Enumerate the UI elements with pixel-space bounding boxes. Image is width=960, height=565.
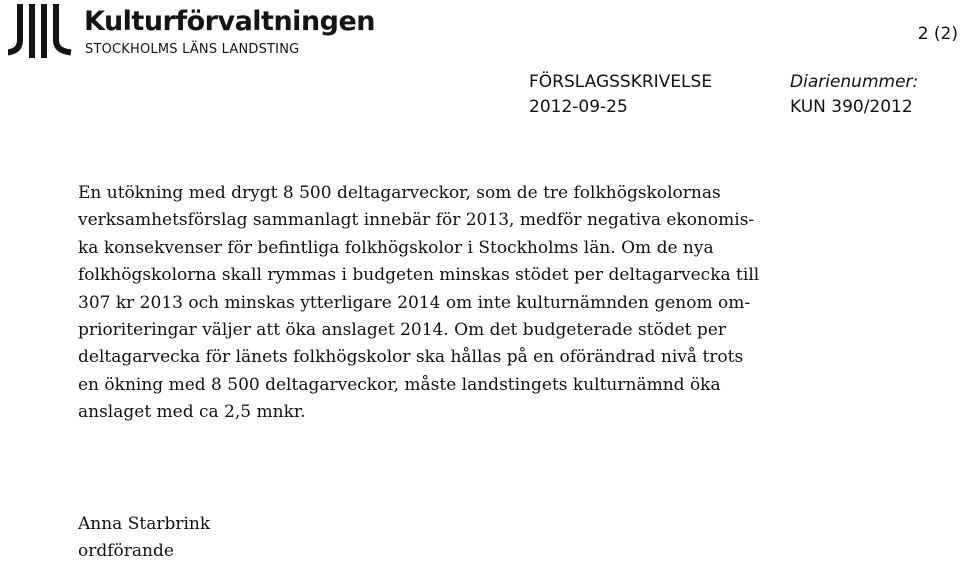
signature-block [78,511,210,565]
document-meta-right [790,70,918,120]
body-line: prioriteringar väljer att öka anslaget 2014. Om det budgeterade stödet per [78,320,726,341]
diary-number: KUN 390/2012 [790,97,913,117]
signatory-title: ordförande [78,541,174,561]
page-number: 2 (2) [917,24,958,44]
document-meta-left [529,70,712,120]
body-line: deltagarvecka för länets folkhögskolor ska hållas på en oförändrad nivå trots [78,347,744,368]
organization-logo [8,4,376,58]
document-date: 2012-09-25 [529,97,628,117]
body-line: anslaget med ca 2,5 mnkr. [78,402,306,423]
body-line: folkhögskolorna skall rymmas i budgeten minskas stödet per deltagarvecka till [78,265,760,286]
diary-number-label: Diarienummer: [790,72,919,92]
logo-title: Kulturförvaltningen [84,6,376,37]
document-type: FÖRSLAGSSKRIVELSE [529,72,713,92]
body-line: en ökning med 8 500 deltagarveckor, måste landstingets kulturnämnd öka [78,374,721,395]
body-line: 307 kr 2013 och minskas ytterligare 2014 om inte kulturnämnden genom om- [78,292,751,313]
logo-mark-icon [8,4,72,58]
body-line: ka konsekvenser för befintliga folkhögskolor i Stockholms län. Om de nya [78,237,714,258]
body-line: En utökning med drygt 8 500 deltagarveckor, som de tre folkhögskolornas [78,183,721,203]
body-paragraph [78,180,798,427]
signatory-name: Anna Starbrink [78,514,211,534]
body-line: verksamhetsförslag sammanlagt innebär för 2013, medför negativa ekonomis- [78,210,755,231]
logo-subtitle: STOCKHOLMS LÄNS LANDSTING [85,42,300,57]
